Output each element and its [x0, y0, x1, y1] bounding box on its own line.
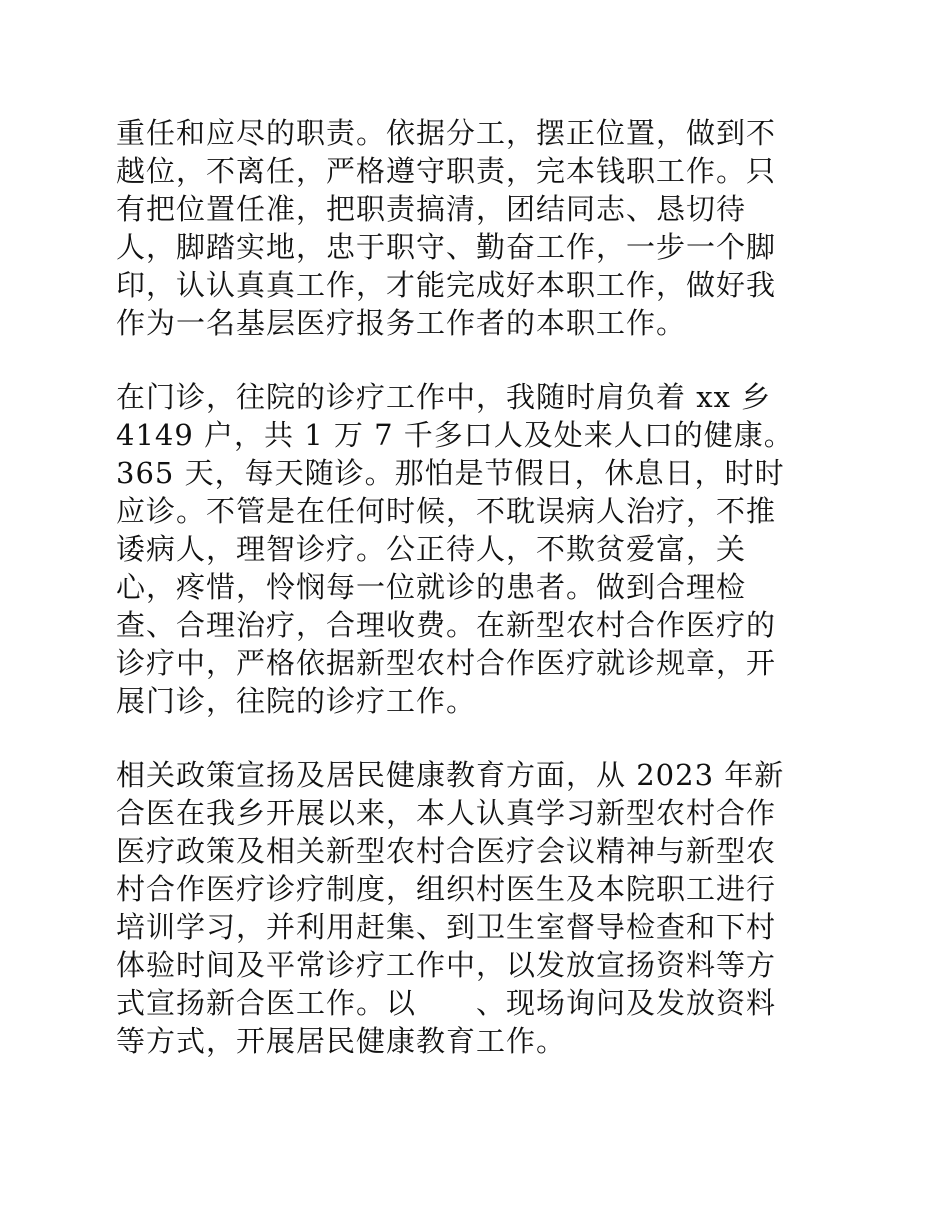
text-line: 印，认认真真工作，才能完成好本职工作，做好我 [116, 268, 777, 302]
text-line: 重任和应尽的职责。依据分工，摆正位置，做到不 [116, 116, 777, 150]
text-line: 展门诊，往院的诊疗工作。 [116, 684, 477, 718]
text-line: 诿病人，理智诊疗。公正待人，不欺贫爱富，关 [116, 532, 747, 566]
paragraph-duties [116, 114, 836, 342]
paragraph-health-education [116, 756, 836, 1060]
text-line: 人，脚踏实地，忠于职守、勤奋工作，一步一个脚 [116, 230, 777, 264]
text-line: 体验时间及平常诊疗工作中，以发放宣扬资料等方 [116, 948, 777, 982]
text-line: 相关政策宣扬及居民健康教育方面，从 2023 年新 [116, 758, 785, 792]
text-line: 诊疗中，严格依据新型农村合作医疗就诊规章，开 [116, 646, 777, 680]
text-line: 等方式，开展居民健康教育工作。 [116, 1024, 567, 1058]
text-line: 村合作医疗诊疗制度，组织村医生及本院职工进行 [116, 872, 777, 906]
text-line: 培训学习，并利用赶集、到卫生室督导检查和下村 [116, 910, 777, 944]
text-line: 合医在我乡开展以来，本人认真学习新型农村合作 [116, 796, 777, 830]
text-line: 有把位置任准，把职责搞清，团结同志、恳切待 [116, 192, 747, 226]
paragraph-clinic-work [116, 378, 836, 720]
text-line: 医疗政策及相关新型农村合医疗会议精神与新型农 [116, 834, 777, 868]
text-line: 在门诊，往院的诊疗工作中，我随时肩负着 xx 乡 [116, 380, 772, 414]
text-line: 心，疼惜，怜悯每一位就诊的患者。做到合理检 [116, 570, 747, 604]
text-line: 365 天，每天随诊。那怕是节假日，休息日，时时 [116, 456, 785, 490]
text-line: 4149 户，共 1 万 7 千多口人及处来人口的健康。 [116, 418, 794, 452]
text-line: 应诊。不管是在任何时候，不耽误病人治疗，不推 [116, 494, 777, 528]
text-line: 作为一名基层医疗报务工作者的本职工作。 [116, 306, 687, 340]
text-line: 式宣扬新合医工作。以 、现场询问及发放资料 [116, 986, 777, 1020]
text-line: 越位，不离任，严格遵守职责，完本钱职工作。只 [116, 154, 777, 188]
text-line: 查、合理治疗，合理收费。在新型农村合作医疗的 [116, 608, 777, 642]
